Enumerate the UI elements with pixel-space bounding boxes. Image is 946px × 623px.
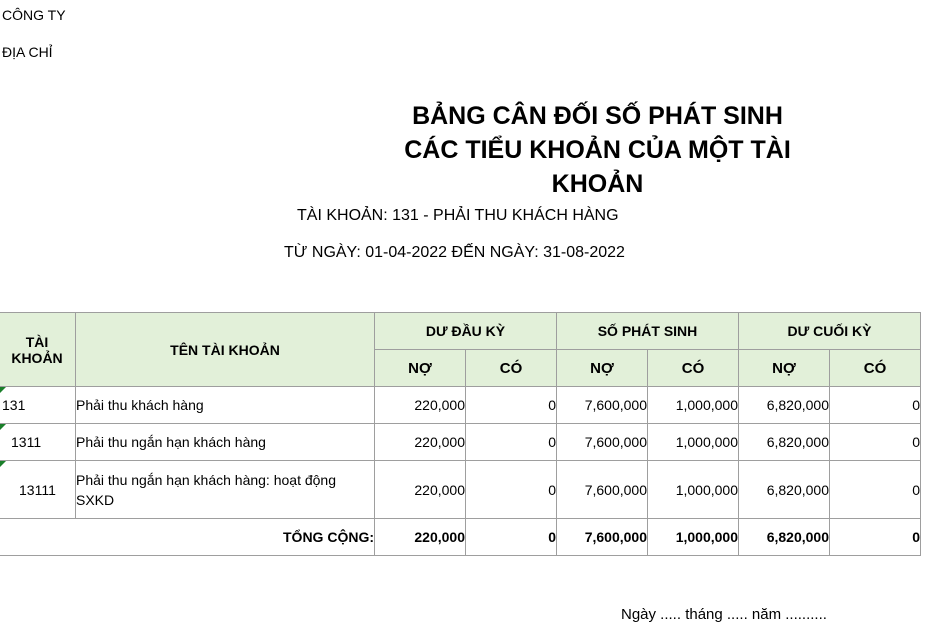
header-closing-credit: CÓ xyxy=(830,350,921,387)
closing-credit-cell[interactable]: 0 xyxy=(830,387,921,424)
header-movement-debit: NỢ xyxy=(557,350,648,387)
movement-debit-cell[interactable]: 7,600,000 xyxy=(557,387,648,424)
total-row xyxy=(0,519,921,556)
total-opening-debit[interactable]: 220,000 xyxy=(375,519,466,556)
closing-debit-cell[interactable]: 6,820,000 xyxy=(739,387,830,424)
account-code-cell[interactable] xyxy=(0,424,76,461)
cell-marker-icon xyxy=(0,424,6,431)
report-title-line: CÁC TIỂU KHOẢN CỦA MỘT TÀI xyxy=(404,136,791,164)
table-row xyxy=(0,424,921,461)
opening-debit-cell[interactable]: 220,000 xyxy=(375,424,466,461)
account-code: 131 xyxy=(2,397,26,413)
header-account-code xyxy=(0,313,76,387)
account-name-cell[interactable]: Phải thu khách hàng xyxy=(76,387,375,424)
movement-debit-cell[interactable]: 7,600,000 xyxy=(557,461,648,519)
header-opening-debit: NỢ xyxy=(375,350,466,387)
opening-debit-cell[interactable]: 220,000 xyxy=(375,461,466,519)
movement-credit-cell[interactable]: 1,000,000 xyxy=(648,461,739,519)
closing-credit-cell[interactable]: 0 xyxy=(830,424,921,461)
account-name-cell[interactable]: Phải thu ngắn hạn khách hàng xyxy=(76,424,375,461)
header-account-name: TÊN TÀI KHOẢN xyxy=(76,313,375,387)
company-name: CÔNG TY xyxy=(2,7,66,23)
movement-credit-cell[interactable]: 1,000,000 xyxy=(648,424,739,461)
report-title-line: BẢNG CÂN ĐỐI SỐ PHÁT SINH xyxy=(412,102,783,130)
header-opening-balance: DƯ ĐẦU KỲ xyxy=(375,313,557,350)
header-movement-credit: CÓ xyxy=(648,350,739,387)
account-name-cell[interactable]: Phải thu ngắn hạn khách hàng: hoạt động SXKD xyxy=(76,461,375,519)
account-code: 1311 xyxy=(11,434,42,450)
closing-debit-cell[interactable]: 6,820,000 xyxy=(739,461,830,519)
report-title-line: KHOẢN xyxy=(551,170,644,198)
header-movement: SỐ PHÁT SINH xyxy=(557,313,739,350)
total-movement-debit[interactable]: 7,600,000 xyxy=(557,519,648,556)
account-code-cell[interactable] xyxy=(0,461,76,519)
header-opening-credit: CÓ xyxy=(466,350,557,387)
opening-debit-cell[interactable]: 220,000 xyxy=(375,387,466,424)
header-closing-debit: NỢ xyxy=(739,350,830,387)
signature-date-line: Ngày ..... tháng ..... năm .......... xyxy=(621,606,827,623)
closing-credit-cell[interactable]: 0 xyxy=(830,461,921,519)
table-header-row xyxy=(0,313,921,350)
total-label: TỔNG CỘNG: xyxy=(0,519,375,556)
company-address: ĐỊA CHỈ xyxy=(2,44,53,60)
header-account-code-line1: TÀI xyxy=(25,333,49,350)
date-range-line: TỪ NGÀY: 01-04-2022 ĐẾN NGÀY: 31-08-2022 xyxy=(284,244,625,261)
total-closing-debit[interactable]: 6,820,000 xyxy=(739,519,830,556)
account-code-cell[interactable] xyxy=(0,387,76,424)
total-opening-credit[interactable]: 0 xyxy=(466,519,557,556)
cell-marker-icon xyxy=(0,461,6,468)
report-title xyxy=(370,99,825,201)
movement-debit-cell[interactable]: 7,600,000 xyxy=(557,424,648,461)
closing-debit-cell[interactable]: 6,820,000 xyxy=(739,424,830,461)
account-line: TÀI KHOẢN: 131 - PHẢI THU KHÁCH HÀNG xyxy=(297,207,619,224)
movement-credit-cell[interactable]: 1,000,000 xyxy=(648,387,739,424)
header-closing-balance: DƯ CUỐI KỲ xyxy=(739,313,921,350)
table-row xyxy=(0,461,921,519)
total-movement-credit[interactable]: 1,000,000 xyxy=(648,519,739,556)
cell-marker-icon xyxy=(0,387,6,394)
table-row xyxy=(0,387,921,424)
account-code: 13111 xyxy=(19,481,56,498)
total-closing-credit[interactable]: 0 xyxy=(830,519,921,556)
balance-table xyxy=(0,312,921,556)
opening-credit-cell[interactable]: 0 xyxy=(466,461,557,519)
opening-credit-cell[interactable]: 0 xyxy=(466,424,557,461)
header-account-code-line2: KHOẢN xyxy=(11,349,63,366)
opening-credit-cell[interactable]: 0 xyxy=(466,387,557,424)
